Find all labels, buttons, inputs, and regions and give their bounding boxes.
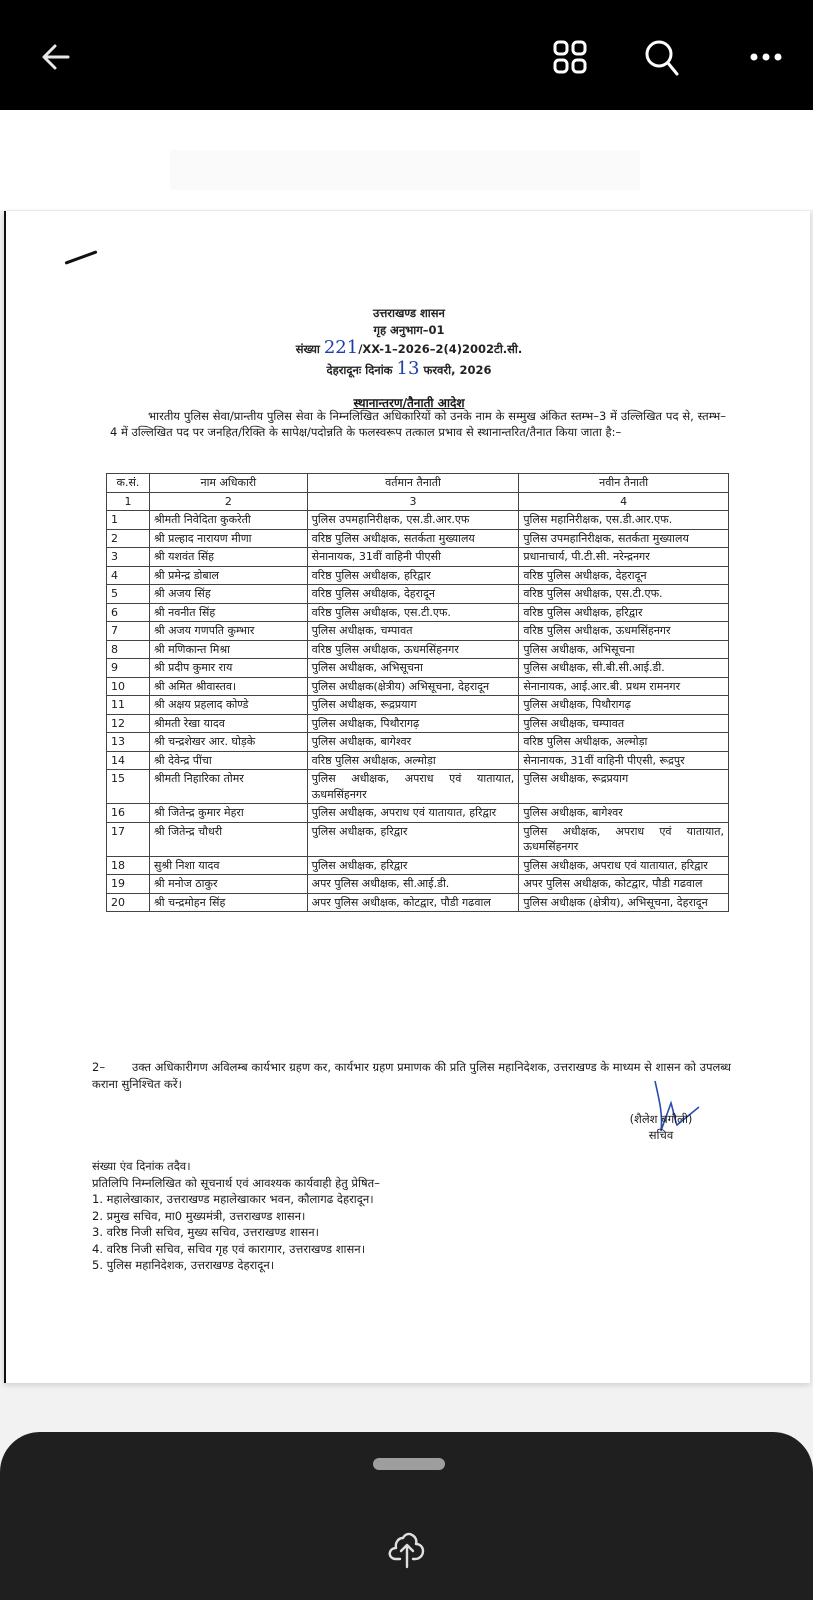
government-name: उत्तराखण्ड शासन [373, 306, 445, 320]
transfer-table [106, 473, 729, 912]
row-serial-number: 4 [107, 566, 150, 585]
row-current-posting: पुलिस अधीक्षक(क्षेत्रीय) अभिसूचना, देहरादून [307, 677, 519, 696]
row-serial-number: 2 [107, 529, 150, 548]
row-current-posting: वरिष्ठ पुलिस अधीक्षक, देहरादून [307, 585, 519, 604]
row-serial-number: 14 [107, 751, 150, 770]
row-serial-number: 15 [107, 770, 150, 804]
row-current-posting: पुलिस अधीक्षक, रूद्रप्रयाग [307, 696, 519, 715]
table-row [107, 622, 729, 641]
copy-reference: संख्या एंव दिनांक तदैव। [92, 1159, 191, 1173]
search-icon[interactable] [640, 35, 684, 79]
row-officer-name: श्री अक्षय प्रहलाद कोण्डे [149, 696, 307, 715]
row-current-posting: पुलिस अधीक्षक, हरिद्वार [307, 822, 519, 856]
table-row [107, 751, 729, 770]
row-new-posting: सेनानायक, आई.आर.बी. प्रथम रामनगर [519, 677, 729, 696]
table-row [107, 733, 729, 752]
header-current-posting: वर्तमान तैनाती [307, 474, 519, 493]
row-serial-number: 1 [107, 511, 150, 530]
table-row [107, 875, 729, 894]
row-officer-name: श्री यशवंत सिंह [149, 548, 307, 567]
table-row [107, 893, 729, 912]
table-row [107, 804, 729, 823]
row-new-posting: पुलिस अधीक्षक, रूद्रप्रयाग [519, 770, 729, 804]
row-current-posting: अपर पुलिस अधीक्षक, कोटद्वार, पौडी गढवाल [307, 893, 519, 912]
order-number-handwritten: 221 [323, 337, 359, 358]
row-officer-name: श्रीमती रेखा यादव [149, 714, 307, 733]
date-prefix: देहरादूनः दिनांक [326, 363, 393, 377]
row-serial-number: 20 [107, 893, 150, 912]
row-serial-number: 17 [107, 822, 150, 856]
row-new-posting: पुलिस उपमहानिरीक्षक, सतर्कता मुख्यालय [519, 529, 729, 548]
row-current-posting: पुलिस अधीक्षक, चम्पावत [307, 622, 519, 641]
table-row [107, 529, 729, 548]
row-officer-name: सुश्री निशा यादव [149, 856, 307, 875]
table-row [107, 822, 729, 856]
row-officer-name: श्रीमती निवेदिता कुकरेती [149, 511, 307, 530]
row-new-posting: प्रधानाचार्य, पी.टी.सी. नरेन्द्रनगर [519, 548, 729, 567]
table-body [107, 511, 729, 912]
row-new-posting: सेनानायक, 31वीं वाहिनी पीएसी, रूद्रपुर [519, 751, 729, 770]
order-number-prefix: संख्या [295, 342, 320, 356]
row-officer-name: श्री अजय गणपति कुम्भार [149, 622, 307, 641]
copy-list-item: 4. वरिष्ठ निजी सचिव, सचिव गृह एवं कारागार, उत्तराखण्ड शासन। [92, 1241, 366, 1256]
row-serial-number: 9 [107, 659, 150, 678]
row-officer-name: श्री प्रदीप कुमार राय [149, 659, 307, 678]
table-row [107, 566, 729, 585]
intro-paragraph: भारतीय पुलिस सेवा/प्रान्तीय पुलिस सेवा के निम्नलिखित अधिकारियों को उनके नाम के सम्मुख अंकित स्तम्भ–3 में उल्लिखित पद से, स्तम्भ–4 में उल्लिखित पद पर जनहित/रिक्ति के सापेक्ष/पदोन्नति के फलस्वरूप तत्काल प्रभाव से स्थानान्तरित/तैनात किया जाता है:– [110, 409, 726, 439]
row-current-posting: पुलिस अधीक्षक, पिथौरागढ़ [307, 714, 519, 733]
row-new-posting: वरिष्ठ पुलिस अधीक्षक, अल्मोड़ा [519, 733, 729, 752]
document-page [4, 211, 810, 1383]
row-officer-name: श्री जितेन्द्र कुमार मेहरा [149, 804, 307, 823]
row-serial-number: 6 [107, 603, 150, 622]
colnum-3: 3 [307, 492, 519, 511]
row-serial-number: 12 [107, 714, 150, 733]
table-row [107, 640, 729, 659]
row-new-posting: पुलिस अधीक्षक, चम्पावत [519, 714, 729, 733]
colnum-4: 4 [519, 492, 729, 511]
table-row [107, 585, 729, 604]
row-serial-number: 7 [107, 622, 150, 641]
header-new-posting: नवीन तैनाती [519, 474, 729, 493]
date-handwritten: 13 [396, 358, 420, 379]
row-serial-number: 18 [107, 856, 150, 875]
row-new-posting: पुलिस अधीक्षक, अपराध एवं यातायात, हरिद्वार [519, 856, 729, 875]
department-name: गृह अनुभाग–01 [373, 323, 445, 337]
date-suffix: फरवरी, 2026 [423, 363, 492, 377]
row-current-posting: पुलिस अधीक्षक, अभिसूचना [307, 659, 519, 678]
copy-list-item: 2. प्रमुख सचिव, मा0 मुख्यमंत्री, उत्तराखण्ड शासन। [92, 1208, 306, 1223]
row-current-posting: पुलिस अधीक्षक, अपराध एवं यातायात, हरिद्वार [307, 804, 519, 823]
order-date [6, 358, 812, 379]
pen-mark [65, 250, 98, 264]
document-toolbar-band [0, 110, 813, 210]
row-new-posting: पुलिस महानिरीक्षक, एस.डी.आर.एफ. [519, 511, 729, 530]
row-officer-name: श्री जितेन्द्र चौधरी [149, 822, 307, 856]
row-serial-number: 5 [107, 585, 150, 604]
copy-list-item: 3. वरिष्ठ निजी सचिव, मुख्य सचिव, उत्तराखण्ड शासन। [92, 1225, 320, 1239]
header-name: नाम अधिकारी [149, 474, 307, 493]
table-row [107, 856, 729, 875]
row-new-posting: पुलिस अधीक्षक (क्षेत्रीय), अभिसूचना, देहरादून [519, 893, 729, 912]
row-new-posting: वरिष्ठ पुलिस अधीक्षक, देहरादून [519, 566, 729, 585]
row-new-posting: पुलिस अधीक्षक, अपराध एवं यातायात, ऊधमसिंहनगर [519, 822, 729, 856]
row-new-posting: वरिष्ठ पुलिस अधीक्षक, ऊधमसिंहनगर [519, 622, 729, 641]
order-number-suffix: /XX-1–2026–2(4)2002टी.सी. [358, 342, 523, 356]
row-current-posting: पुलिस अधीक्षक, बागेश्वर [307, 733, 519, 752]
column-number-row [107, 492, 729, 511]
table-row [107, 548, 729, 567]
row-current-posting: पुलिस अधीक्षक, अपराध एवं यातायात, ऊधमसिंहनगर [307, 770, 519, 804]
row-current-posting: वरिष्ठ पुलिस अधीक्षक, अल्मोड़ा [307, 751, 519, 770]
more-options-icon[interactable] [744, 35, 788, 79]
bottom-sheet [0, 1432, 813, 1600]
row-new-posting: पुलिस अधीक्षक, पिथौरागढ़ [519, 696, 729, 715]
row-serial-number: 10 [107, 677, 150, 696]
row-officer-name: श्री अजय सिंह [149, 585, 307, 604]
table-row [107, 659, 729, 678]
table-row [107, 603, 729, 622]
cloud-upload-icon[interactable] [385, 1527, 429, 1571]
order-number [6, 337, 812, 358]
row-officer-name: श्री प्रमेन्द्र डोबाल [149, 566, 307, 585]
row-current-posting: पुलिस अधीक्षक, हरिद्वार [307, 856, 519, 875]
row-officer-name: श्रीमती निहारिका तोमर [149, 770, 307, 804]
sheet-drag-handle[interactable] [373, 1458, 445, 1470]
row-serial-number: 16 [107, 804, 150, 823]
row-new-posting: अपर पुलिस अधीक्षक, कोटद्वार, पौडी गढवाल [519, 875, 729, 894]
row-current-posting: वरिष्ठ पुलिस अधीक्षक, सतर्कता मुख्यालय [307, 529, 519, 548]
row-serial-number: 3 [107, 548, 150, 567]
table-row [107, 696, 729, 715]
colnum-1: 1 [107, 492, 150, 511]
table-header-row [107, 474, 729, 493]
row-current-posting: पुलिस उपमहानिरीक्षक, एस.डी.आर.एफ [307, 511, 519, 530]
row-current-posting: वरिष्ठ पुलिस अधीक्षक, एस.टी.एफ. [307, 603, 519, 622]
copy-intro: प्रतिलिपि निम्नलिखित को सूचनार्थ एवं आवश्यक कार्यवाही हेतु प्रेषित– [92, 1175, 380, 1190]
row-serial-number: 8 [107, 640, 150, 659]
colnum-2: 2 [149, 492, 307, 511]
signatory [606, 1111, 716, 1143]
app-bar [0, 0, 813, 110]
row-new-posting: पुलिस अधीक्षक, सी.बी.सी.आई.डी. [519, 659, 729, 678]
row-officer-name: श्री नवनीत सिंह [149, 603, 307, 622]
table-row [107, 770, 729, 804]
back-arrow-icon[interactable] [34, 35, 78, 79]
row-new-posting: वरिष्ठ पुलिस अधीक्षक, एस.टी.एफ. [519, 585, 729, 604]
paragraph-2 [92, 1059, 732, 1093]
row-current-posting: वरिष्ठ पुलिस अधीक्षक, ऊधमसिंहनगर [307, 640, 519, 659]
signatory-designation: सचिव [648, 1128, 674, 1142]
row-serial-number: 19 [107, 875, 150, 894]
faded-banner [170, 150, 640, 190]
copy-list-item: 5. पुलिस महानिदेशक, उत्तराखण्ड देहरादून। [92, 1258, 275, 1272]
row-officer-name: श्री अमित श्रीवास्तव। [149, 677, 307, 696]
row-officer-name: श्री देवेन्द्र पींचा [149, 751, 307, 770]
row-officer-name: श्री चन्द्रशेखर आर. घोड़के [149, 733, 307, 752]
row-officer-name: श्री चन्द्रमोहन सिंह [149, 893, 307, 912]
header-sn: क.सं. [107, 474, 150, 493]
paragraph-number: 2– [92, 1060, 106, 1074]
row-serial-number: 13 [107, 733, 150, 752]
row-current-posting: सेनानायक, 31वीं वाहिनी पीएसी [307, 548, 519, 567]
row-new-posting: पुलिस अधीक्षक, अभिसूचना [519, 640, 729, 659]
table-row [107, 511, 729, 530]
row-officer-name: श्री मणिकान्त मिश्रा [149, 640, 307, 659]
table-row [107, 714, 729, 733]
row-officer-name: श्री प्रल्हाद नारायण मीणा [149, 529, 307, 548]
paragraph-2-text: उक्त अधिकारीगण अविलम्ब कार्यभार ग्रहण कर, कार्यभार ग्रहण प्रमाणक की प्रति पुलिस महानिदेशक, उत्तराखण्ड के माध्यम से शासन को उपलब्ध कराना सुनिश्चित करें। [92, 1060, 731, 1091]
row-current-posting: अपर पुलिस अधीक्षक, सी.आई.डी. [307, 875, 519, 894]
row-current-posting: वरिष्ठ पुलिस अधीक्षक, हरिद्वार [307, 566, 519, 585]
copy-to-section [92, 1158, 512, 1274]
copy-list-item: 1. महालेखाकार, उत्तराखण्ड महालेखाकार भवन, कौलागढ देहरादून। [92, 1192, 374, 1206]
row-new-posting: वरिष्ठ पुलिस अधीक्षक, हरिद्वार [519, 603, 729, 622]
grid-view-icon[interactable] [548, 35, 592, 79]
row-officer-name: श्री मनोज ठाकुर [149, 875, 307, 894]
row-new-posting: पुलिस अधीक्षक, बागेश्वर [519, 804, 729, 823]
signatory-name: (शैलेश बगौली) [629, 1112, 693, 1126]
table-row [107, 677, 729, 696]
row-serial-number: 11 [107, 696, 150, 715]
order-title: स्थानान्तरण/तैनाती आदेश [353, 396, 465, 410]
